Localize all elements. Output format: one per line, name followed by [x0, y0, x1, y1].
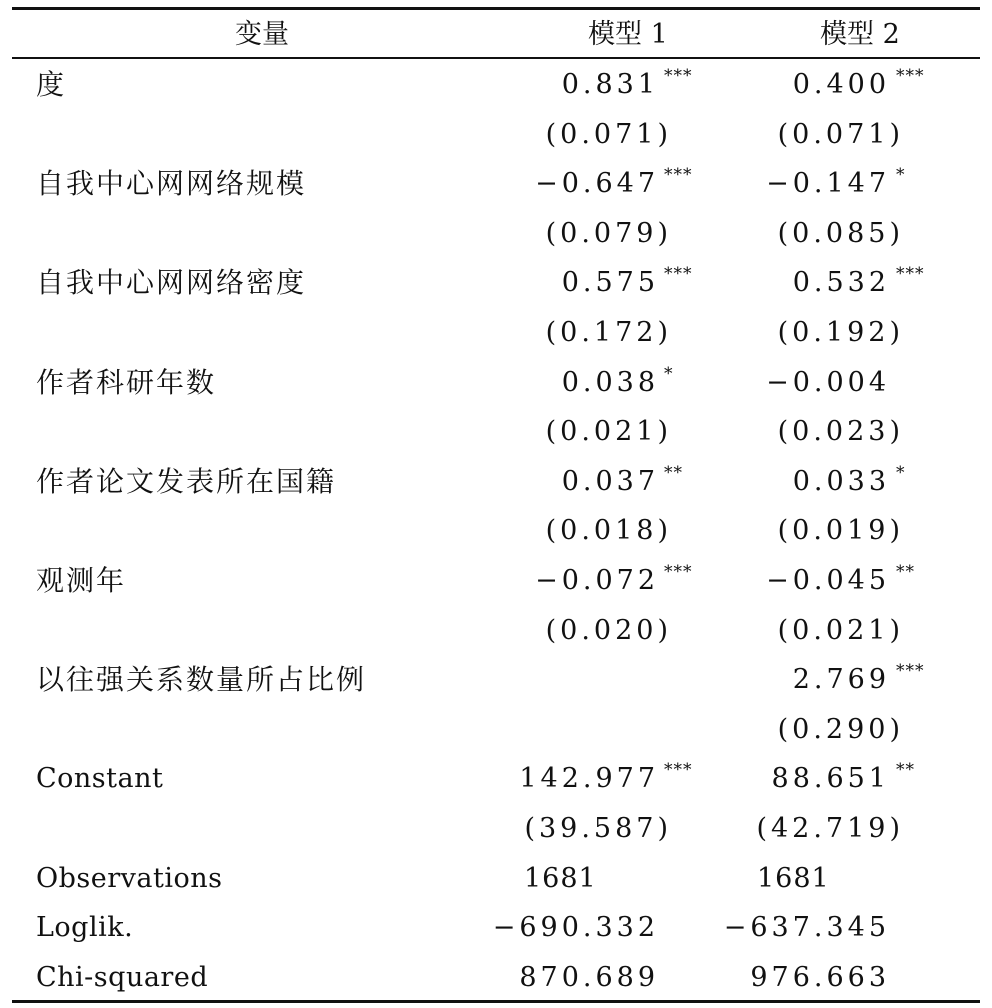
model1-coef: −0.072: [535, 564, 659, 596]
header-variable: 变量: [235, 19, 289, 50]
table-row: [0, 754, 992, 804]
table-row: [0, 258, 992, 308]
model1-stat: 870.689: [519, 961, 659, 993]
table-row: [0, 953, 992, 1003]
model2-se: (0.192): [777, 316, 904, 348]
model1-se: (0.079): [545, 217, 672, 249]
row-label: 自我中心网网络密度: [36, 266, 307, 300]
model2-significance: ***: [896, 264, 925, 285]
model2-significance: **: [896, 561, 915, 582]
table-row-se: [0, 308, 992, 358]
table-row-se: [0, 209, 992, 259]
table-row: [0, 556, 992, 606]
model2-coef: 0.033: [792, 465, 890, 497]
model2-coef: 0.532: [792, 267, 890, 299]
table-row: [0, 358, 992, 408]
header-model-1: 模型 1: [588, 19, 668, 50]
table-header-rule: [12, 57, 980, 59]
model1-significance: ***: [664, 561, 693, 582]
model1-significance: ***: [664, 264, 693, 285]
table-row: [0, 457, 992, 507]
model2-stat: 1681: [757, 862, 830, 894]
table-row: [0, 60, 992, 110]
model1-coef: −0.647: [535, 168, 659, 200]
model1-coef: 0.831: [561, 69, 659, 100]
model2-significance: ***: [896, 66, 925, 86]
model1-se: (0.172): [545, 316, 672, 348]
model2-coef: −0.045: [766, 564, 890, 596]
table-top-rule: [12, 7, 980, 10]
model1-coef: 0.037: [561, 465, 659, 497]
model2-se: (0.023): [777, 416, 904, 448]
model2-significance: **: [896, 760, 915, 781]
regression-table-body: [0, 60, 992, 1002]
row-label: 作者论文发表所在国籍: [36, 464, 337, 498]
model1-significance: **: [664, 462, 683, 483]
model1-se: (0.071): [545, 118, 672, 150]
row-label: 度: [36, 68, 67, 101]
model1-significance: ***: [664, 760, 693, 781]
table-row-se: [0, 606, 992, 656]
table-row-se: [0, 705, 992, 755]
model1-significance: ***: [664, 165, 693, 186]
row-label: Observations: [36, 862, 223, 894]
model2-significance: ***: [896, 661, 925, 682]
model1-se: (0.020): [545, 614, 672, 646]
model2-se: (0.085): [777, 217, 904, 249]
model2-coef: 88.651: [771, 763, 890, 795]
model1-significance: *: [664, 363, 674, 384]
model1-coef: 142.977: [519, 763, 659, 795]
model2-significance: *: [896, 462, 906, 483]
table-bottom-rule: [12, 1000, 980, 1003]
header-model-2: 模型 2: [820, 19, 900, 50]
model2-coef: 2.769: [792, 664, 890, 696]
model2-se: (0.071): [777, 118, 904, 150]
table-row: [0, 159, 992, 209]
model2-coef: −0.004: [766, 366, 890, 398]
table-row: [0, 854, 992, 904]
model2-se: (0.290): [777, 713, 904, 745]
model1-significance: ***: [664, 66, 693, 86]
row-label: Chi-squared: [36, 961, 209, 993]
table-row-se: [0, 506, 992, 556]
model2-coef: −0.147: [766, 168, 890, 200]
model1-stat: 1681: [524, 862, 597, 894]
table-row-se: [0, 110, 992, 160]
table-row: [0, 903, 992, 953]
table-row-se: [0, 804, 992, 854]
model2-se: (42.719): [756, 812, 904, 844]
model1-coef: 0.575: [561, 267, 659, 299]
table-row: [0, 655, 992, 705]
row-label: Constant: [36, 763, 164, 795]
model2-se: (0.021): [777, 614, 904, 646]
row-label: 以往强关系数量所占比例: [36, 663, 367, 697]
row-label: 观测年: [36, 563, 127, 597]
model1-se: (0.018): [545, 515, 672, 547]
model2-se: (0.019): [777, 515, 904, 547]
row-label: 自我中心网网络规模: [36, 167, 307, 201]
model2-significance: *: [896, 165, 906, 186]
model1-se: (0.021): [545, 416, 672, 448]
model1-stat: −690.332: [492, 912, 659, 944]
model1-coef: 0.038: [561, 366, 659, 398]
row-label: 作者科研年数: [36, 365, 217, 399]
model2-stat: −637.345: [723, 912, 890, 944]
table-row-se: [0, 407, 992, 457]
model1-se: (39.587): [524, 812, 672, 844]
row-label: Loglik.: [36, 912, 134, 944]
model2-stat: 976.663: [750, 961, 890, 993]
model2-coef: 0.400: [792, 69, 890, 100]
